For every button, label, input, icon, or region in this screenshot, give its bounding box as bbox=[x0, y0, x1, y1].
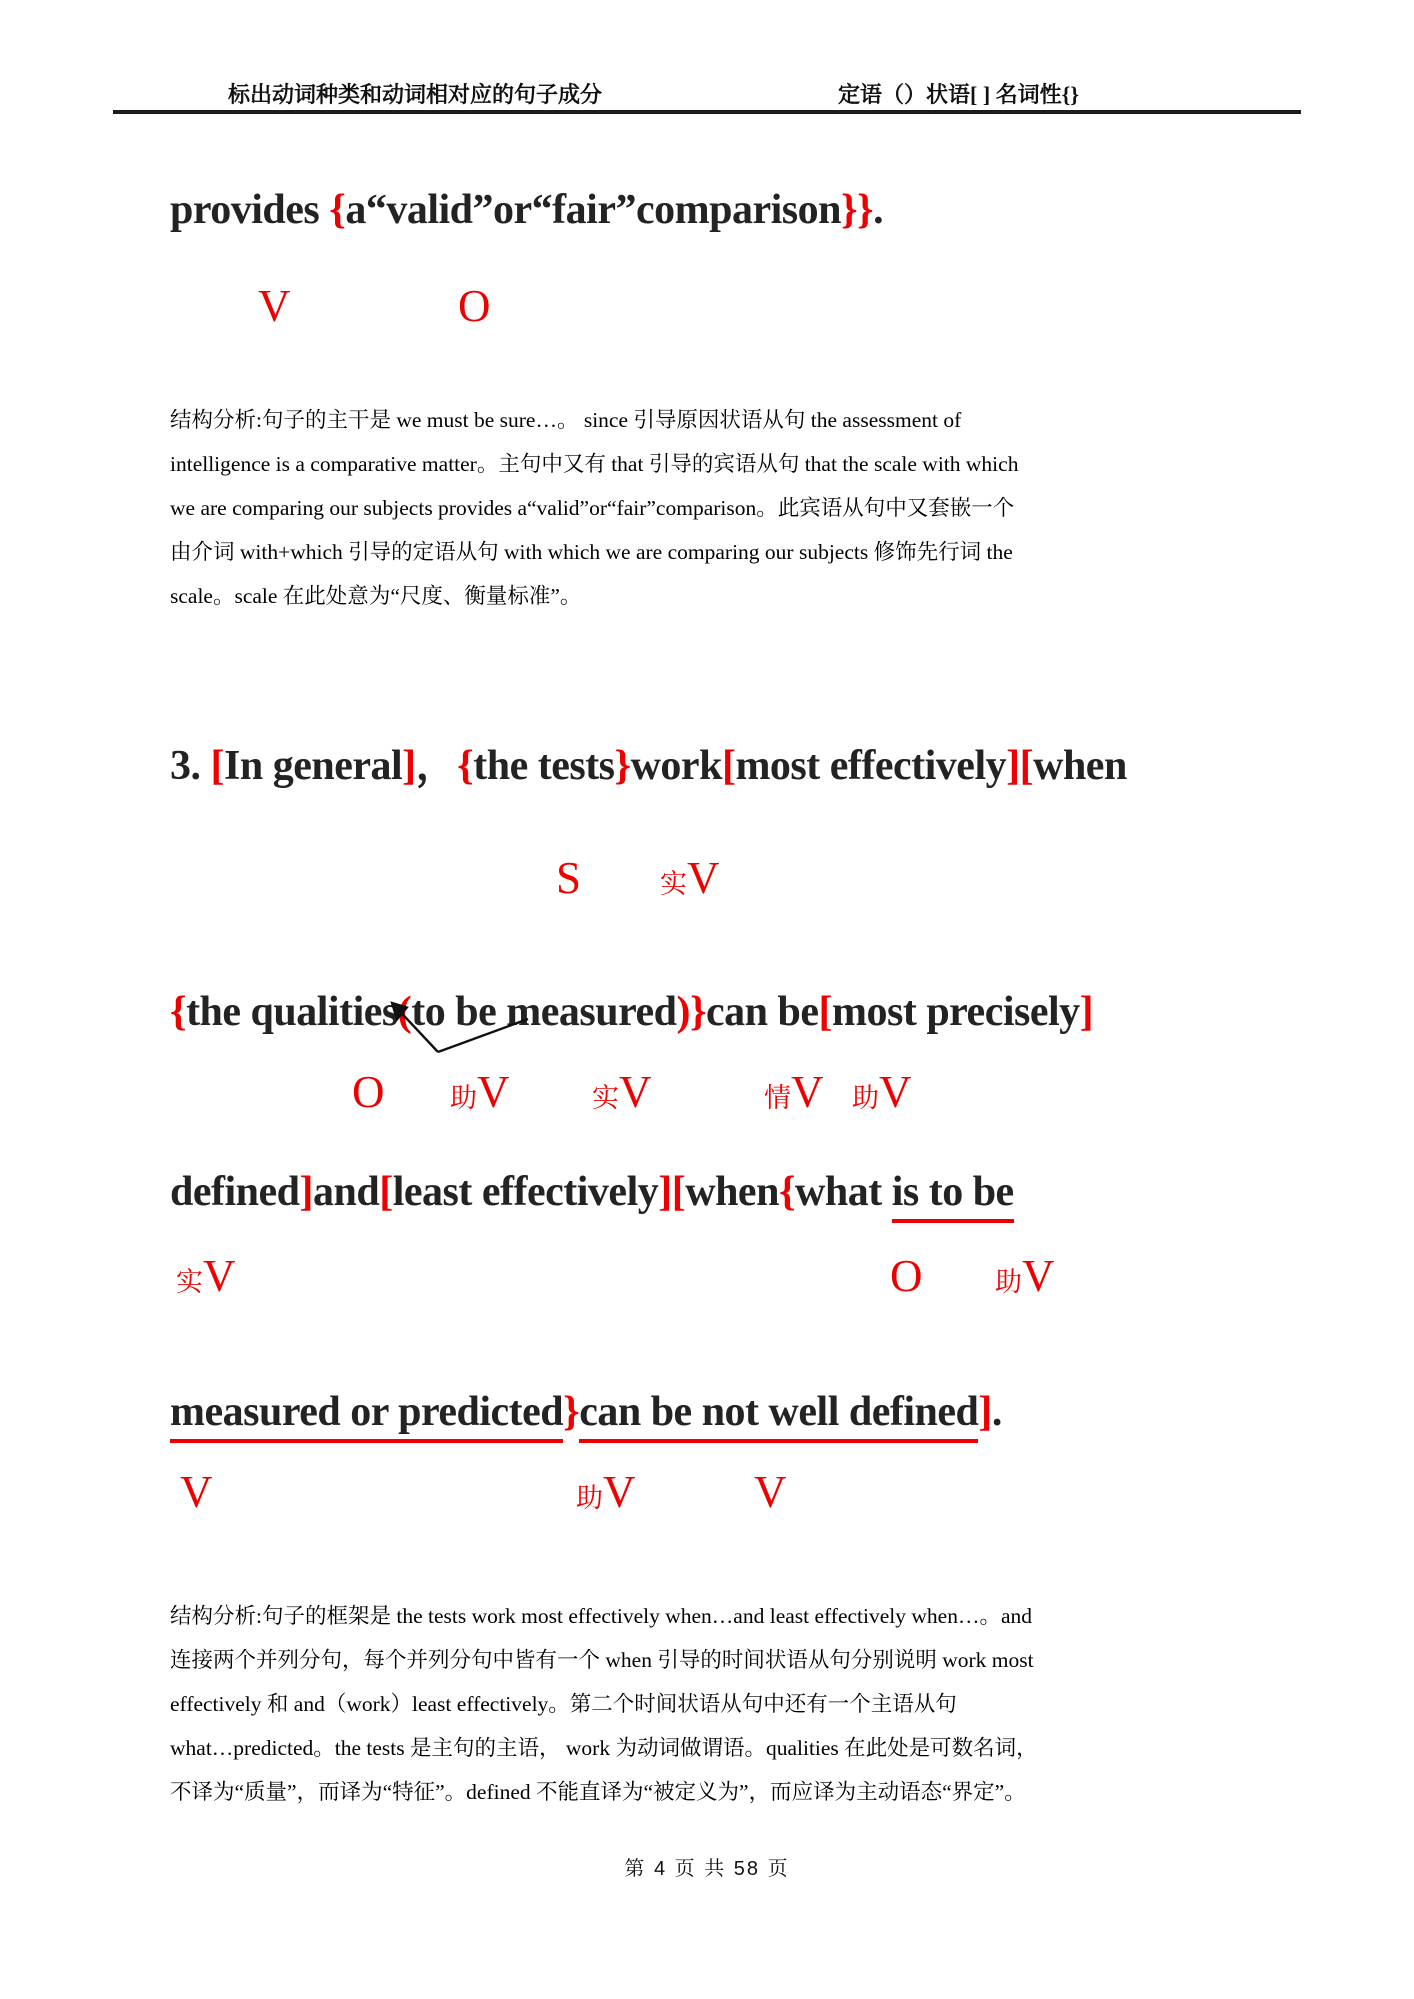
bracket-mark: ] bbox=[978, 1389, 992, 1435]
grammar-annotation bbox=[764, 1066, 824, 1118]
verb-type-label: 实 bbox=[176, 1267, 203, 1297]
sentence-text: most effectively bbox=[735, 743, 1007, 789]
verb-type-label: 实 bbox=[660, 869, 687, 899]
constituent-letter: V bbox=[258, 281, 291, 331]
grammar-annotation bbox=[660, 852, 720, 904]
sentence-text: a“valid”or“fair”comparison bbox=[345, 187, 841, 233]
sentence-3-line-4 bbox=[170, 1388, 1002, 1436]
grammar-annotation bbox=[592, 1066, 652, 1118]
constituent-letter: V bbox=[603, 1467, 636, 1517]
sentence-text: provides bbox=[170, 187, 330, 233]
bracket-mark: }} bbox=[840, 187, 874, 233]
bracket-mark: { bbox=[170, 989, 187, 1035]
grammar-annotation bbox=[180, 1466, 213, 1518]
sentence-text: what bbox=[795, 1169, 892, 1215]
qualities-pointer-arrow-icon bbox=[370, 993, 540, 1061]
bracket-mark: [ bbox=[721, 743, 736, 789]
sentence-text: the tests bbox=[473, 743, 615, 789]
constituent-letter: V bbox=[1022, 1251, 1055, 1301]
bracket-mark: { bbox=[329, 187, 346, 233]
constituent-letter: O bbox=[352, 1067, 385, 1117]
sentence-text: In general bbox=[224, 743, 403, 789]
bracket-mark: ] bbox=[402, 743, 416, 789]
constituent-letter: V bbox=[879, 1067, 912, 1117]
bracket-mark: ] bbox=[299, 1169, 314, 1215]
bracket-mark: [ bbox=[210, 743, 224, 789]
analysis-text-line: 结构分析:句子的主干是 we must be sure…。 since 引导原因状语从句 the assessment of bbox=[170, 408, 962, 432]
constituent-letter: V bbox=[203, 1251, 236, 1301]
constituent-letter: O bbox=[458, 281, 491, 331]
bracket-mark: ] bbox=[1079, 989, 1094, 1035]
verb-type-label: 实 bbox=[592, 1083, 619, 1113]
sentence-text: . bbox=[991, 1389, 1002, 1435]
annotation-row-v-o-v bbox=[0, 1250, 1414, 1310]
analysis-text-line: 结构分析:句子的框架是 the tests work most effectively when…and least effectively when…。and bbox=[170, 1604, 1033, 1628]
analysis-text-line: what…predicted。the tests 是主句的主语， work 为动词做谓语。qualities 在此处是可数名词， bbox=[170, 1736, 1038, 1760]
header-left-title: 标出动词种类和动词相对应的句子成分 bbox=[228, 82, 603, 107]
grammar-annotation bbox=[995, 1250, 1055, 1302]
grammar-annotation bbox=[852, 1066, 912, 1118]
verb-type-label: 助 bbox=[576, 1483, 603, 1513]
bracket-mark: { bbox=[778, 1169, 795, 1215]
grammar-annotation bbox=[890, 1250, 923, 1302]
verb-type-label: 助 bbox=[995, 1267, 1022, 1297]
grammar-annotation bbox=[458, 280, 491, 332]
grammar-annotation bbox=[754, 1466, 787, 1518]
constituent-letter: S bbox=[556, 853, 582, 903]
analysis-text-line: 连接两个并列分句，每个并列分句中皆有一个 when 引导的时间状语从句分别说明 work most bbox=[170, 1648, 1034, 1672]
header-right-legend: 定语（）状语[ ] 名词性{} bbox=[838, 82, 1079, 107]
bracket-mark: )} bbox=[676, 989, 706, 1035]
bracket-mark: } bbox=[614, 743, 631, 789]
grammar-annotation bbox=[352, 1066, 385, 1118]
grammar-annotation bbox=[450, 1066, 510, 1118]
sentence-text: is to be bbox=[892, 1169, 1014, 1223]
bracket-mark: { bbox=[457, 743, 474, 789]
sentence-text: to be measured bbox=[411, 989, 677, 1035]
sentence-3-line-2 bbox=[170, 988, 1093, 1036]
analysis-paragraph-1 bbox=[170, 398, 1260, 618]
page-number: 第 4 页 共 58 页 bbox=[624, 1858, 790, 1880]
annotation-row-o-v-v-v-v bbox=[0, 1066, 1414, 1126]
verb-type-label: 情 bbox=[764, 1083, 791, 1113]
sentence-text: most precisely bbox=[832, 989, 1080, 1035]
constituent-letter: V bbox=[180, 1467, 213, 1517]
annotation-row-s-v bbox=[0, 852, 1414, 912]
sentence-text: can be not well defined bbox=[579, 1389, 978, 1443]
analysis-text-line: we are comparing our subjects provides a“valid”or“fair”comparison。此宾语从句中又套嵌一个 bbox=[170, 496, 1015, 520]
grammar-annotation bbox=[258, 280, 291, 332]
constituent-letter: V bbox=[791, 1067, 824, 1117]
constituent-letter: V bbox=[619, 1067, 652, 1117]
grammar-annotation bbox=[176, 1250, 236, 1302]
sentence-text: least effectively bbox=[392, 1169, 659, 1215]
bracket-mark: ][ bbox=[1006, 743, 1034, 789]
analysis-paragraph-3 bbox=[170, 1594, 1260, 1814]
verb-type-label: 助 bbox=[852, 1083, 879, 1113]
sentence-text: and bbox=[313, 1169, 380, 1215]
constituent-letter: O bbox=[890, 1251, 923, 1301]
grammar-annotation bbox=[556, 852, 581, 904]
sentence-text: work bbox=[630, 743, 722, 789]
constituent-letter: V bbox=[754, 1467, 787, 1517]
annotation-row-v-o bbox=[0, 280, 1414, 340]
sentence-3-line-1 bbox=[170, 742, 1127, 790]
sentence-text: when bbox=[685, 1169, 779, 1215]
constituent-letter: V bbox=[687, 853, 720, 903]
constituent-letter: V bbox=[477, 1067, 510, 1117]
analysis-text-line: 不译为“质量”，而译为“特征”。defined 不能直译为“被定义为”，而应译为主动语态“界定”。 bbox=[170, 1780, 1026, 1804]
sentence-2-continuation bbox=[170, 186, 883, 234]
bracket-mark: [ bbox=[818, 989, 832, 1035]
bracket-mark: } bbox=[563, 1389, 580, 1435]
bracket-mark: [ bbox=[379, 1169, 393, 1215]
sentence-3-line-3 bbox=[170, 1168, 1014, 1216]
sentence-text: 3. bbox=[170, 743, 211, 789]
annotation-row-v-v-v bbox=[0, 1466, 1414, 1526]
sentence-text: . bbox=[873, 187, 884, 233]
verb-type-label: 助 bbox=[450, 1083, 477, 1113]
analysis-text-line: intelligence is a comparative matter。主句中又有 that 引导的宾语从句 that the scale with which bbox=[170, 452, 1019, 476]
analysis-text-line: scale。scale 在此处意为“尺度、衡量标准”。 bbox=[170, 584, 582, 608]
sentence-text: ， bbox=[415, 743, 458, 789]
sentence-text: the qualities bbox=[186, 989, 398, 1035]
sentence-text: can be bbox=[706, 989, 819, 1035]
analysis-text-line: effectively 和 and（work）least effectively。第二个时间状语从句中还有一个主语从句 bbox=[170, 1692, 957, 1716]
sentence-text: when bbox=[1033, 743, 1127, 789]
analysis-text-line: 由介词 with+which 引导的定语从句 with which we are comparing our subjects 修饰先行词 the bbox=[170, 540, 1013, 564]
bracket-mark: ][ bbox=[658, 1169, 686, 1215]
header-divider bbox=[113, 110, 1301, 114]
sentence-text: measured or predicted bbox=[170, 1389, 563, 1443]
grammar-annotation bbox=[576, 1466, 636, 1518]
bracket-mark: ( bbox=[397, 989, 412, 1035]
sentence-text: defined bbox=[170, 1169, 300, 1215]
